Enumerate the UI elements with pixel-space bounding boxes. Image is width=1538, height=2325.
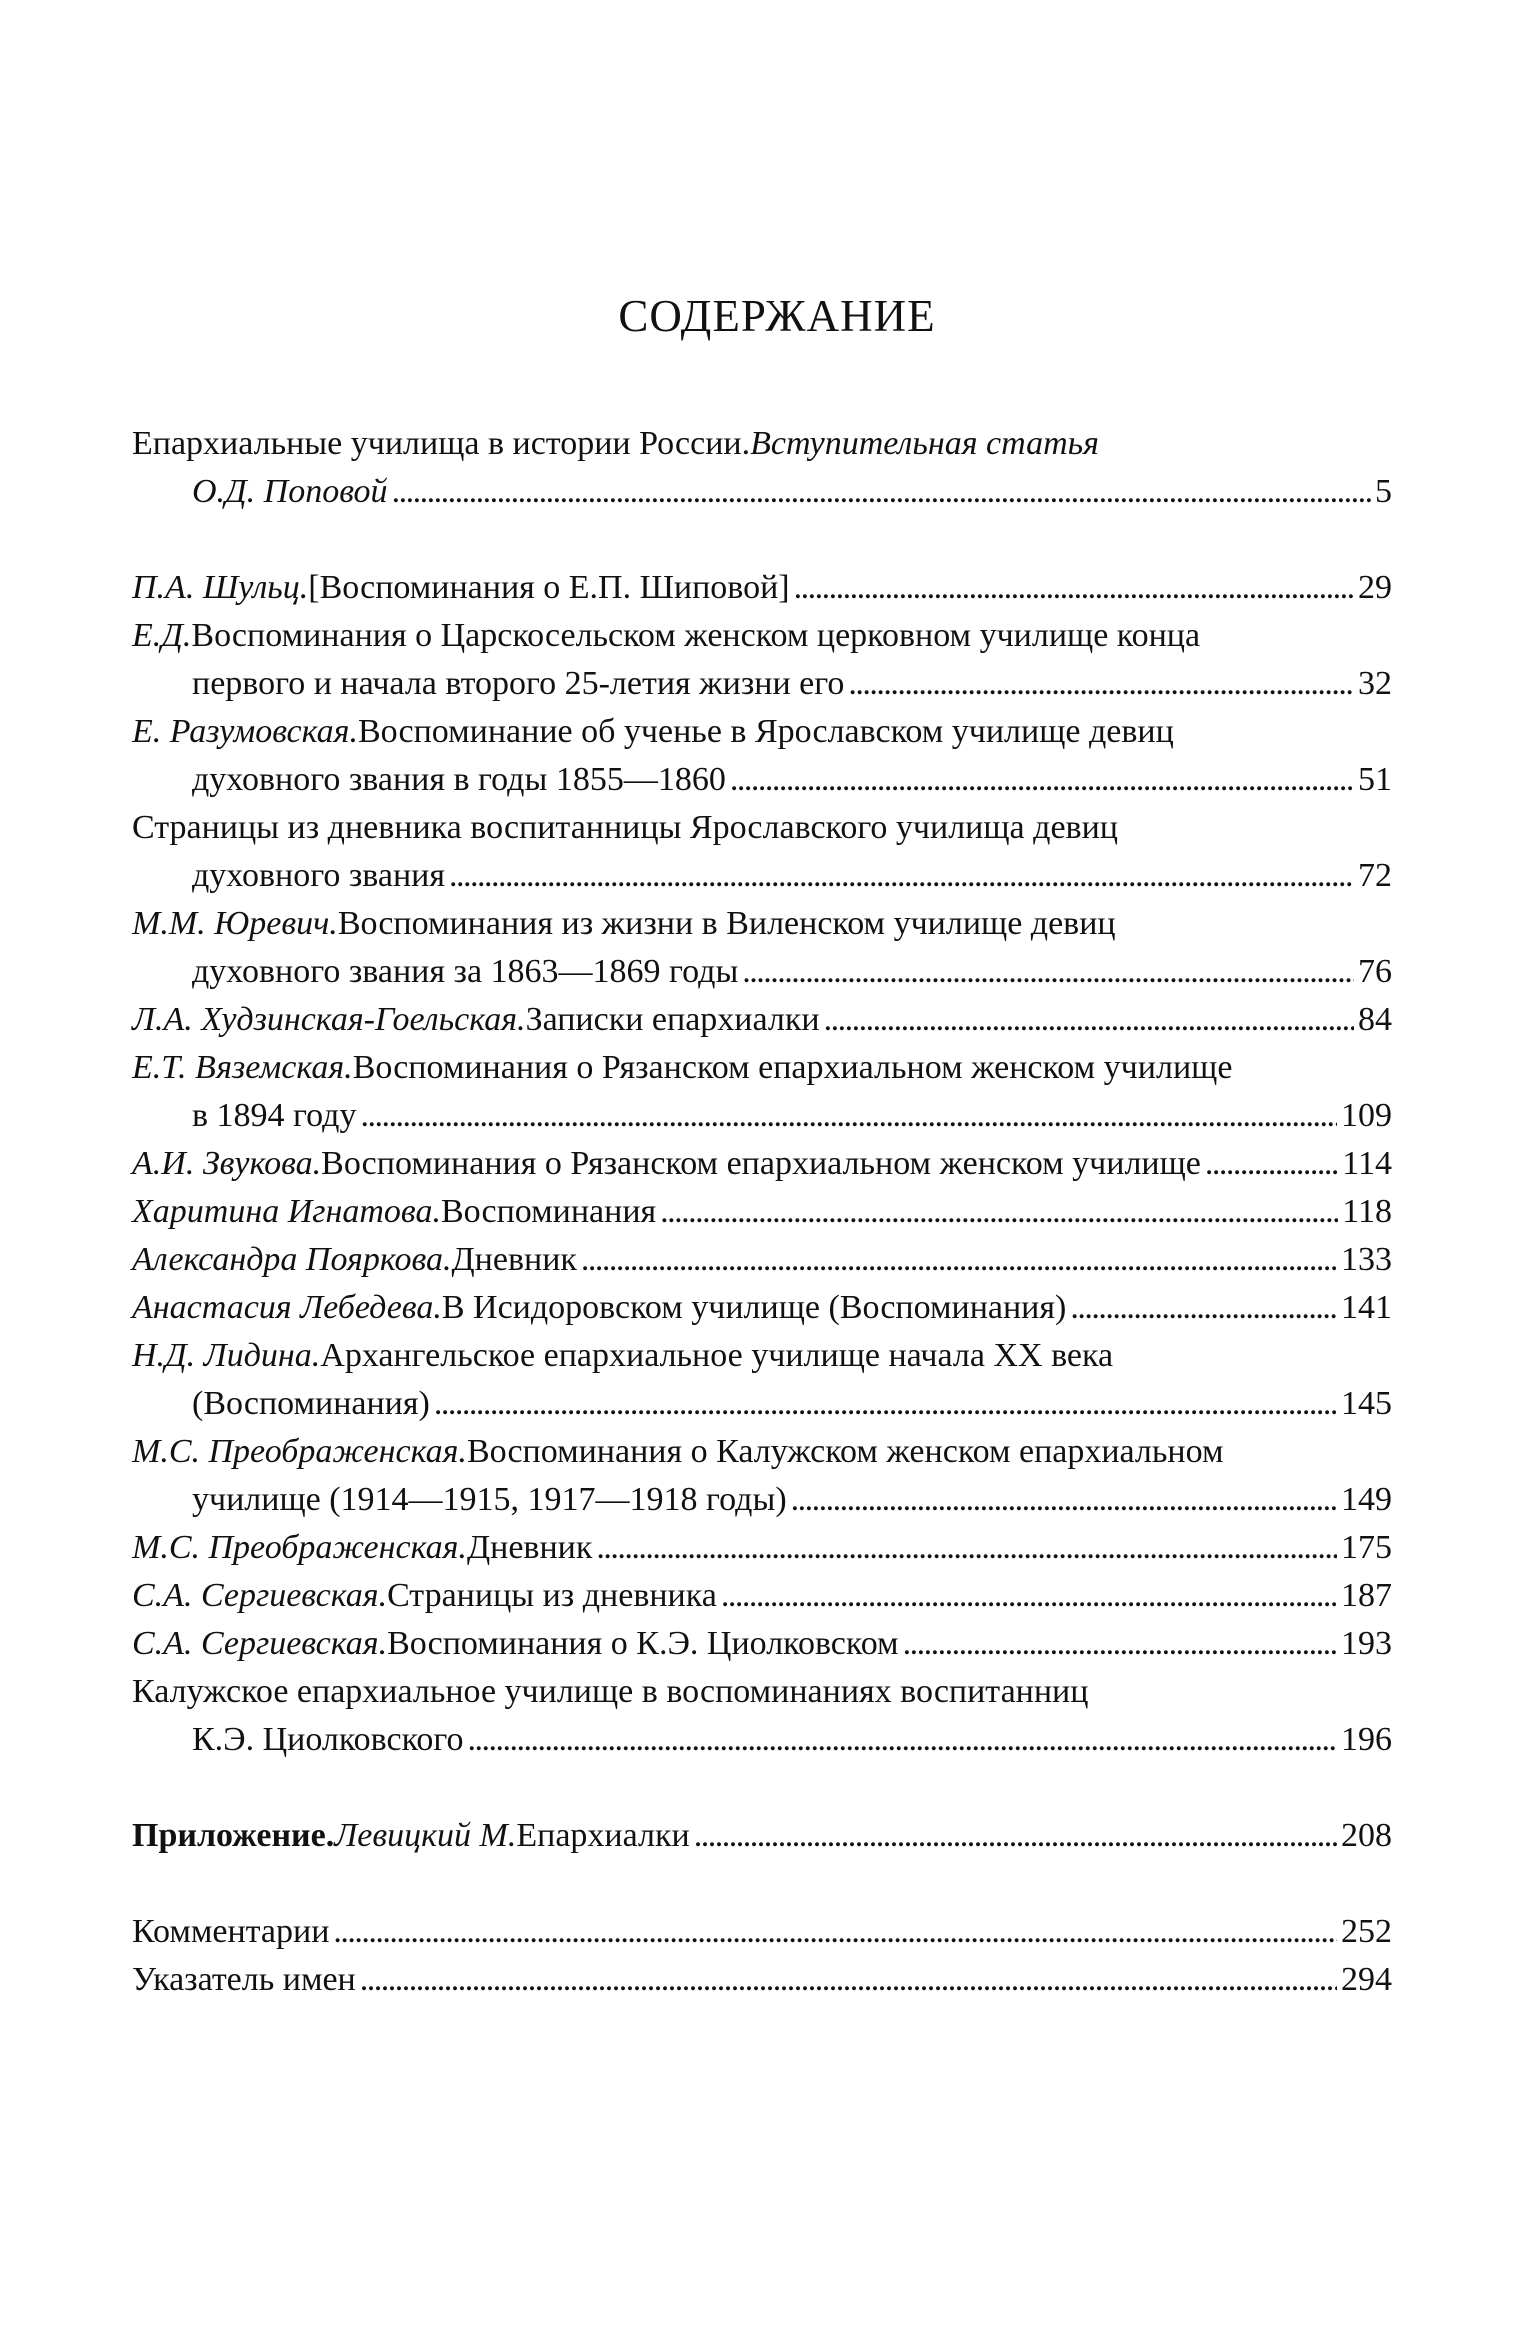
appendix-label: Приложение. bbox=[132, 1817, 335, 1854]
dot-leader bbox=[434, 1380, 1337, 1428]
entry-author: Александра Пояркова. bbox=[132, 1241, 452, 1278]
dot-leader bbox=[694, 1812, 1337, 1860]
page-number: 32 bbox=[1358, 665, 1392, 702]
entry-author: Левицкий М. bbox=[334, 1817, 517, 1854]
entry-author: Анастасия Лебедева. bbox=[132, 1289, 442, 1326]
toc-entry[interactable] bbox=[132, 612, 1392, 708]
entry-title: Страницы из дневника bbox=[387, 1577, 717, 1614]
entry-title: [Воспоминания о Е.П. Шиповой] bbox=[308, 569, 790, 606]
entry-title-continued: духовного звания за 1863—1869 годы bbox=[192, 953, 739, 990]
entry-title: Воспоминания о Рязанском епархиальном женском училище bbox=[321, 1145, 1201, 1182]
entry-title: Воспоминания из жизни в Виленском училище девиц bbox=[337, 905, 1116, 942]
toc-entry[interactable] bbox=[132, 1284, 1392, 1332]
page-title: СОДЕРЖАНИЕ bbox=[618, 291, 936, 341]
entry-title-continued: духовного звания bbox=[192, 857, 446, 894]
dot-leader bbox=[468, 1716, 1337, 1764]
toc-entry[interactable] bbox=[132, 900, 1392, 996]
entry-author: Л.А. Худзинская-Гоельская. bbox=[132, 1001, 526, 1038]
entry-title: Комментарии bbox=[132, 1913, 330, 1950]
dot-leader bbox=[360, 1956, 1337, 2004]
entry-title: Воспоминания о Калужском женском епархиальном bbox=[466, 1433, 1224, 1470]
page-number: 252 bbox=[1341, 1913, 1392, 1950]
toc-list bbox=[132, 420, 1392, 2004]
toc-page bbox=[132, 290, 1392, 2004]
entry-author: А.И. Звукова. bbox=[132, 1145, 322, 1182]
toc-entry[interactable] bbox=[132, 1668, 1392, 1764]
section-gap bbox=[132, 1764, 1392, 1812]
entry-title: Архангельское епархиальное училище начала XX века bbox=[320, 1337, 1114, 1374]
page-number: 5 bbox=[1375, 473, 1392, 510]
page-number: 133 bbox=[1341, 1241, 1392, 1278]
dot-leader bbox=[660, 1188, 1338, 1236]
toc-entry[interactable] bbox=[132, 1620, 1392, 1668]
entry-title-continued: духовного звания в годы 1855—1860 bbox=[192, 761, 726, 798]
entry-author: С.А. Сергиевская. bbox=[132, 1577, 388, 1614]
entry-title: Епархиалки bbox=[516, 1817, 690, 1854]
entry-title-continued: (Воспоминания) bbox=[192, 1385, 430, 1422]
toc-entry[interactable] bbox=[132, 1332, 1392, 1428]
dot-leader bbox=[742, 948, 1354, 996]
toc-entry[interactable] bbox=[132, 804, 1392, 900]
page-number: 76 bbox=[1358, 953, 1392, 990]
page-number: 84 bbox=[1358, 1001, 1392, 1038]
dot-leader bbox=[360, 1092, 1337, 1140]
entry-title: Воспоминания о Рязанском епархиальном женском училище bbox=[352, 1049, 1233, 1086]
toc-entry-appendix[interactable] bbox=[132, 1812, 1392, 1860]
toc-entry[interactable] bbox=[132, 708, 1392, 804]
dot-leader bbox=[392, 468, 1371, 516]
section-gap bbox=[132, 1860, 1392, 1908]
entry-title: Указатель имен bbox=[132, 1961, 356, 1998]
entry-author: Харитина Игнатова. bbox=[132, 1193, 441, 1230]
entry-title-continued: в 1894 году bbox=[192, 1097, 357, 1134]
page-number: 193 bbox=[1341, 1625, 1392, 1662]
page-number: 141 bbox=[1341, 1289, 1392, 1326]
dot-leader bbox=[791, 1476, 1337, 1524]
page-number: 196 bbox=[1341, 1721, 1392, 1758]
entry-author: С.А. Сергиевская. bbox=[132, 1625, 388, 1662]
entry-author: Н.Д. Лидина. bbox=[132, 1337, 321, 1374]
entry-author: Е.Т. Вяземская. bbox=[132, 1049, 353, 1086]
entry-author: Е. Разумовская. bbox=[132, 713, 358, 750]
toc-entry[interactable] bbox=[132, 1428, 1392, 1524]
dot-leader bbox=[794, 564, 1354, 612]
entry-title: Епархиальные училища в истории России. bbox=[132, 425, 751, 462]
toc-entry[interactable] bbox=[132, 1524, 1392, 1572]
entry-title: Воспоминания bbox=[440, 1193, 657, 1230]
entry-author: Е.Д. bbox=[132, 617, 192, 654]
page-number: 51 bbox=[1358, 761, 1392, 798]
entry-author: М.С. Преображенская. bbox=[132, 1433, 467, 1470]
entry-author: О.Д. Поповой bbox=[192, 473, 388, 510]
page-number: 187 bbox=[1341, 1577, 1392, 1614]
page-number: 114 bbox=[1342, 1145, 1392, 1182]
page-number: 109 bbox=[1341, 1097, 1392, 1134]
dot-leader bbox=[449, 852, 1354, 900]
page-number: 208 bbox=[1341, 1817, 1392, 1854]
entry-title: Воспоминания о Царскосельском женском церковном училище конца bbox=[191, 617, 1201, 654]
toc-entry[interactable] bbox=[132, 1044, 1392, 1140]
toc-entry[interactable] bbox=[132, 420, 1392, 516]
toc-entry[interactable] bbox=[132, 1236, 1392, 1284]
entry-title: В Исидоровском училище (Воспоминания) bbox=[441, 1289, 1067, 1326]
page-number: 145 bbox=[1341, 1385, 1392, 1422]
entry-title-continued: К.Э. Циолковского bbox=[192, 1721, 464, 1758]
entry-title-continued: училище (1914—1915, 1917—1918 годы) bbox=[192, 1481, 787, 1518]
dot-leader bbox=[596, 1524, 1337, 1572]
page-number: 72 bbox=[1358, 857, 1392, 894]
dot-leader bbox=[581, 1236, 1337, 1284]
dot-leader bbox=[721, 1572, 1337, 1620]
entry-title-continued: первого и начала второго 25-летия жизни его bbox=[192, 665, 845, 702]
toc-entry[interactable] bbox=[132, 1140, 1392, 1188]
page-number: 294 bbox=[1341, 1961, 1392, 1998]
entry-title: Страницы из дневника воспитанницы Ярославского училища девиц bbox=[132, 809, 1118, 846]
toc-entry[interactable] bbox=[132, 1188, 1392, 1236]
page-number: 149 bbox=[1341, 1481, 1392, 1518]
dot-leader bbox=[730, 756, 1354, 804]
section-gap bbox=[132, 516, 1392, 564]
page-number: 175 bbox=[1341, 1529, 1392, 1566]
page-number: 118 bbox=[1342, 1193, 1392, 1230]
entry-subtitle: Вступительная статья bbox=[750, 425, 1099, 462]
toc-entry[interactable] bbox=[132, 996, 1392, 1044]
toc-entry-name-index[interactable] bbox=[132, 1956, 1392, 2004]
entry-author: П.А. Шульц. bbox=[132, 569, 309, 606]
entry-title: Калужское епархиальное училище в воспоминаниях воспитанниц bbox=[132, 1673, 1089, 1710]
entry-author: М.С. Преображенская. bbox=[132, 1529, 467, 1566]
dot-leader bbox=[824, 996, 1354, 1044]
dot-leader bbox=[1070, 1284, 1337, 1332]
toc-entry[interactable] bbox=[132, 1572, 1392, 1620]
dot-leader bbox=[903, 1620, 1337, 1668]
entry-title: Воспоминания о К.Э. Циолковском bbox=[387, 1625, 899, 1662]
entry-title: Записки епархиалки bbox=[525, 1001, 820, 1038]
toc-entry-comments[interactable] bbox=[132, 1908, 1392, 1956]
dot-leader bbox=[1205, 1140, 1338, 1188]
toc-entry[interactable] bbox=[132, 564, 1392, 612]
entry-title: Воспоминание об ученье в Ярославском училище девиц bbox=[357, 713, 1174, 750]
entry-title: Дневник bbox=[466, 1529, 593, 1566]
dot-leader bbox=[848, 660, 1354, 708]
page-number: 29 bbox=[1358, 569, 1392, 606]
dot-leader bbox=[333, 1908, 1337, 1956]
entry-title: Дневник bbox=[451, 1241, 577, 1278]
entry-author: М.М. Юревич. bbox=[132, 905, 338, 942]
